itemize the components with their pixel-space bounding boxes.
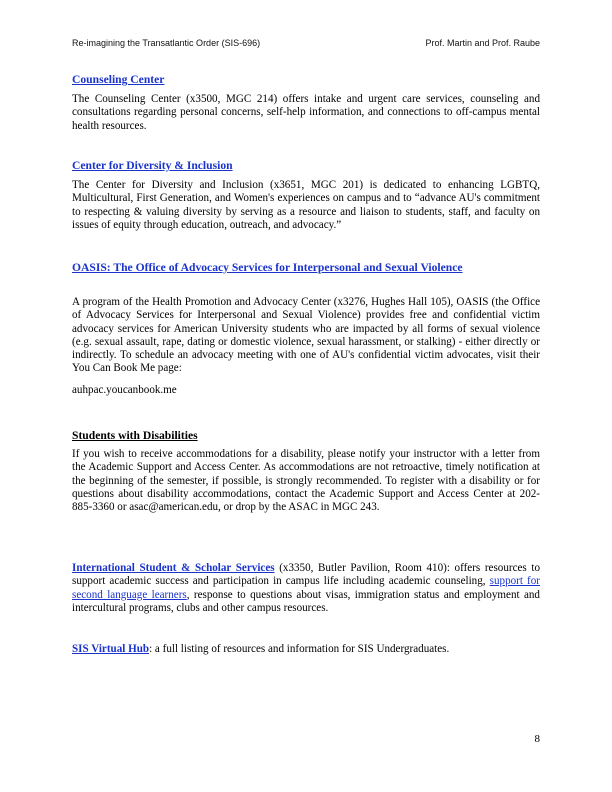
diversity-center-link[interactable]: Center for Diversity & Inclusion <box>72 159 233 172</box>
counseling-center-link[interactable]: Counseling Center <box>72 73 165 86</box>
oasis-link[interactable]: OASIS: The Office of Advocacy Services for Interpersonal and Sexual Violence <box>72 261 463 274</box>
international-text-after: , response to questions about visas, immigration status and employment and intercultural programs, clubs and other campus resources. <box>72 588 540 614</box>
disabilities-heading: Students with Disabilities <box>72 429 198 442</box>
diversity-body: The Center for Diversity and Inclusion (x3651, MGC 201) is dedicated to enhancing LGBTQ, Multicultural, First Generation, and Women's experiences on campus and to “advance AU's commitment to respecting & valuing diversity by serving as a resource and liaison to students, staff, and faculty on issues of equity through education, outreach, and advocacy.” <box>72 179 540 231</box>
isss-link[interactable]: International Student & Scholar Services <box>72 562 275 574</box>
disabilities-body: If you wish to receive accommodations for a disability, please notify your instructor with a letter from the Academic Support and Access Center. As accommodations are not retroactive, timely notification at the beginning of the semester, if possible, is strongly recommended. To register with a disability or for questions about disability accommodations, contact the Academic Support and Access Center at 202-885-3360 or asac@american.edu, or drop by the ASAC in MGC 243. <box>72 448 540 514</box>
section-diversity <box>72 159 540 232</box>
virtual-hub-paragraph <box>72 643 540 656</box>
page-number: 8 <box>534 733 540 745</box>
section-virtual-hub <box>72 643 540 656</box>
oasis-booking-url: auhpac.youcanbook.me <box>72 383 177 396</box>
international-text-before: (x3350, Butler Pavilion, Room 410): offers resources to support academic success and participation in campus life including academic counseling, <box>72 562 540 588</box>
international-paragraph <box>72 562 540 615</box>
oasis-body: A program of the Health Promotion and Advocacy Center (x3276, Hughes Hall 105), OASIS (the Office of Advocacy Services for Interpersonal and Sexual Violence) provides free and confidential victim advocacy services for American University students who are impacted by all forms of sexual violence (e.g. sexual assault, rape, dating or domestic violence, sexual harassment, or stalking) - either directly or indirectly. To schedule an advocacy meeting with one of AU's confidential victim advocates, visit their You Can Book Me page: <box>72 296 540 375</box>
virtual-hub-text: : a full listing of resources and information for SIS Undergraduates. <box>149 643 450 655</box>
sis-virtual-hub-link[interactable]: SIS Virtual Hub <box>72 643 150 655</box>
running-header-course: Re-imagining the Transatlantic Order (SIS-696) <box>72 38 261 48</box>
counseling-body: The Counseling Center (x3500, MGC 214) offers intake and urgent care services, counseling and consultations regarding personal concerns, self-help information, and connections to off-campus mental health resources. <box>72 93 540 132</box>
section-disabilities <box>72 429 540 514</box>
second-language-link[interactable]: support for second language learners <box>72 575 540 601</box>
section-counseling <box>72 73 540 133</box>
section-oasis <box>72 261 540 397</box>
section-international <box>72 562 540 615</box>
running-header-instructors: Prof. Martin and Prof. Raube <box>425 38 540 48</box>
